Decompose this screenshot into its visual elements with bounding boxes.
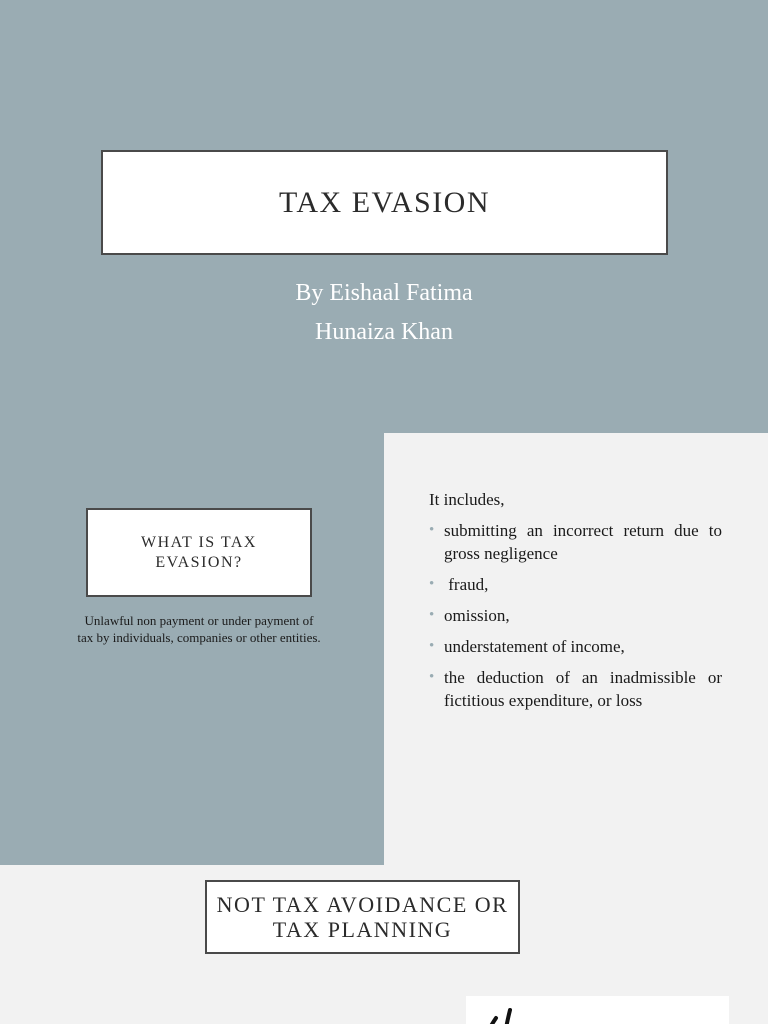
title-slide (0, 0, 768, 433)
definition-text: Unlawful non payment or under payment of tax by individuals, companies or other entities. (77, 613, 321, 645)
includes-panel (429, 489, 722, 720)
handwriting-image (466, 996, 729, 1024)
list-item: • the deduction of an inadmissible or fictitious expenditure, or loss (429, 666, 722, 712)
slide-title: TAX EVASION (278, 185, 491, 219)
list-item: • understatement of income, (429, 635, 722, 658)
question-heading: WHAT IS TAX EVASION? (141, 533, 257, 571)
author-line-2: Hunaiza Khan (315, 319, 453, 345)
includes-intro: It includes, (429, 490, 505, 509)
includes-list (429, 519, 722, 712)
not-avoidance-box (205, 880, 520, 954)
author-line-1: By Eishaal Fatima (295, 280, 473, 306)
question-box (86, 508, 312, 597)
title-box (101, 150, 668, 255)
left-panel (0, 433, 384, 865)
comparison-slide (0, 865, 768, 1024)
definition-slide (0, 433, 768, 865)
list-item: • submitting an incorrect return due to gross negligence (429, 519, 722, 565)
list-item: • omission, (429, 604, 722, 627)
list-item: • fraud, (429, 573, 722, 596)
image-card (466, 996, 729, 1024)
not-avoidance-heading: NOT TAX AVOIDANCE OR TAX PLANNING (216, 892, 509, 942)
